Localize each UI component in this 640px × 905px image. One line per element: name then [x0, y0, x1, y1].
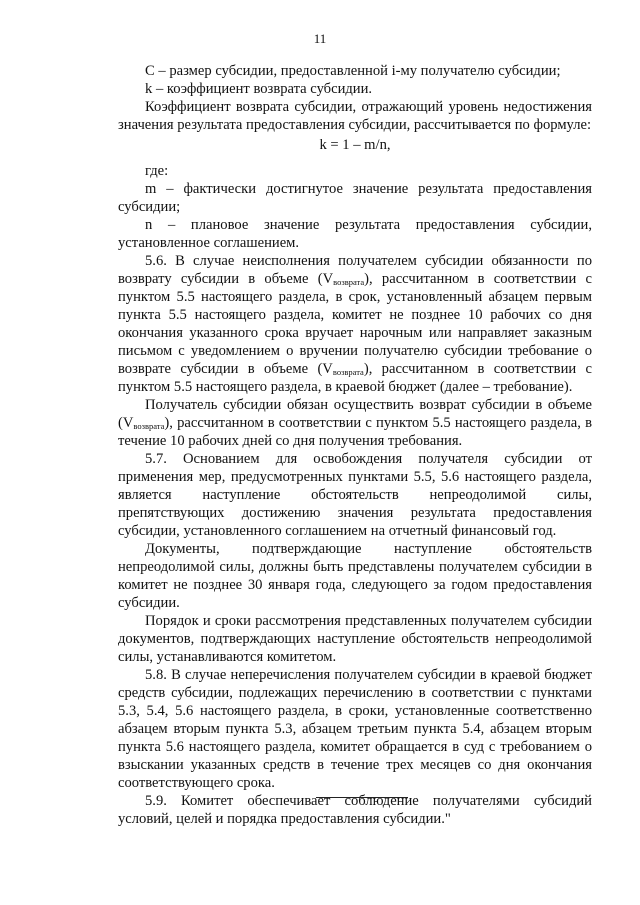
paragraph-k-definition: k – коэффициент возврата субсидии. — [145, 81, 373, 97]
paragraph-5-7: 5.7. Основанием для освобождения получателя субсидии от применения мер, предусмотренных пунктами 5.5, 5.6 настоящего раздела, является наступление обстоятельств непреодолимой силы, препятствующих достижению значения результата предоставления субсидии, установленного соглашением на отчетный финансовый год. — [118, 451, 592, 539]
text-recipient-part1: Получатель субсидии обязан осуществить возврат субсидии в объеме (V — [118, 397, 592, 431]
paragraph-5-8: 5.8. В случае неперечисления получателем субсидии в краевой бюджет средств субсидии, подлежащих перечислению в соответствии с пунктами 5.3, 5.4, 5.6 настоящего раздела, в сроки, установленные соответственно абзацем вторым пункта 5.3, абзацем третьим пункта 5.4, абзацем вторым пункта 5.6 настоящего раздела, комитет обращается в суд с требованием о взыскании указанных средств в течение трех месяцев со дня окончания соответствующего срока. — [118, 667, 592, 791]
paragraph-c-definition: C – размер субсидии, предоставленной i-му получателю субсидии; — [145, 63, 561, 79]
paragraph-5-9: 5.9. Комитет обеспечивает соблюдение получателями субсидий условий, целей и порядка предоставления субсидии." — [118, 793, 592, 827]
paragraph-m-definition: m – фактически достигнутое значение результата предоставления субсидии; — [118, 181, 592, 215]
paragraph-n-definition: n – плановое значение результата предоставления субсидии, установленное соглашением. — [118, 217, 592, 251]
end-rule — [316, 797, 408, 798]
paragraph-where: где: — [145, 163, 169, 179]
text-5-6-part3: ), рассчитанном в соответствии с пунктом 5.5 настоящего раздела, в краевой бюджет (далее – требование). — [118, 361, 592, 395]
paragraph-documents: Документы, подтверждающие наступление обстоятельств непреодолимой силы, должны быть представлены получателем субсидии в комитет не позднее 30 января года, следующего за годом предоставления субсидии. — [118, 541, 592, 611]
formula: k = 1 – m/n, — [319, 137, 391, 153]
text-5-6-part2: ), рассчитанном в соответствии с пунктом 5.5 настоящего раздела, в срок, установленный абзацем первым пункта 5.5 настоящего раздела, комитет не позднее 10 рабочих со дня окончания указанного срока вручает нарочным или направляет заказным письмом с уведомлением о вручении получателю субсидии требование о возврате субсидии в объеме (V — [118, 271, 592, 377]
page-number: 11 — [313, 31, 327, 46]
paragraph-procedure: Порядок и сроки рассмотрения представленных получателем субсидии документов, подтверждающих наступление обстоятельств непреодолимой силы, устанавливаются комитетом. — [118, 613, 592, 665]
subscript-vozvrata: возврата — [133, 421, 165, 431]
document-body — [118, 62, 592, 828]
text-recipient-part2: ), рассчитанном в соответствии с пунктом 5.5 настоящего раздела, в течение 10 рабочих дней со дня получения требования. — [118, 415, 592, 449]
paragraph-5-6 — [118, 252, 592, 396]
paragraph-recipient-obliged — [118, 396, 592, 450]
subscript-vozvrata: возврата — [332, 367, 364, 377]
text-5-6-part1: 5.6. В случае неисполнения получателем субсидии обязанности по возврату субсидии в объеме (V — [118, 253, 592, 287]
paragraph-coefficient: Коэффициент возврата субсидии, отражающий уровень недостижения значения результата предоставления субсидии, рассчитывается по формуле: — [118, 99, 592, 133]
subscript-vozvrata: возврата — [333, 277, 365, 287]
